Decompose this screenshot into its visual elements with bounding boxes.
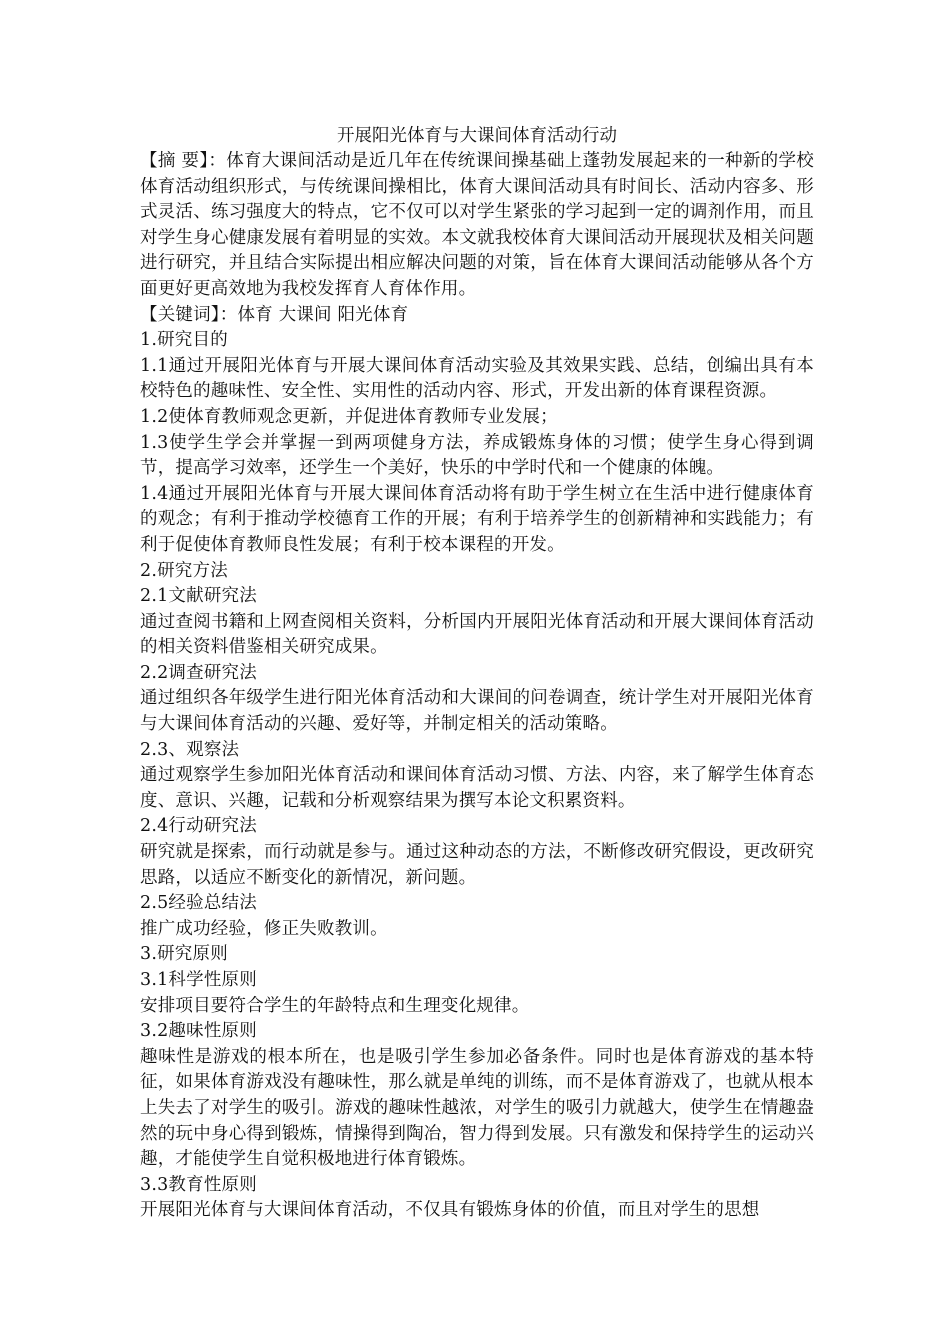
section-heading: 1.研究目的 [140, 330, 228, 351]
paragraph-list [140, 149, 814, 1224]
keywords-paragraph: 【关键词】：体育 大课间 阳光体育 [140, 304, 409, 325]
paragraph: 通过查阅书籍和上网查阅相关资料，分析国内开展阳光体育活动和开展大课间体育活动的相关资料借鉴相关研究成果。 [140, 611, 814, 658]
document-title: 开展阳光体育与大课间体育活动行动 [337, 126, 617, 146]
subsection-heading: 2.5经验总结法 [140, 893, 257, 914]
section-heading: 3.研究原则 [140, 944, 228, 965]
paragraph: 安排项目要符合学生的年龄特点和生理变化规律。 [140, 995, 530, 1016]
paragraph: 通过观察学生参加阳光体育活动和课间体育活动习惯、方法、内容，来了解学生体育态度、意识、兴趣，记载和分析观察结果为撰写本论文积累资料。 [140, 765, 814, 811]
subsection-heading: 2.4行动研究法 [140, 816, 257, 837]
subsection-heading: 2.1文献研究法 [140, 586, 257, 607]
subsection-heading: 2.3、观察法 [140, 739, 240, 760]
subsection-heading: 2.2调查研究法 [140, 662, 257, 683]
document-body [140, 124, 814, 1224]
paragraph: 通过组织各年级学生进行阳光体育活动和大课间的问卷调查，统计学生对开展阳光体育与大课间体育活动的兴趣、爱好等，并制定相关的活动策略。 [140, 688, 814, 735]
paragraph: 1.1通过开展阳光体育与开展大课间体育活动实验及其效果实践、总结，创编出具有本校特色的趣味性、安全性、实用性的活动内容、形式，开发出新的体育课程资源。 [140, 355, 814, 402]
subsection-heading: 3.3教育性原则 [140, 1174, 257, 1195]
paragraph: 趣味性是游戏的根本所在，也是吸引学生参加必备条件。同时也是体育游戏的基本特征，如果体育游戏没有趣味性，那么就是单纯的训练，而不是体育游戏了，也就从根本上失去了对学生的吸引。游戏的趣味性越浓，对学生的吸引力就越大，使学生在情趣盎然的玩中身心得到锻炼，情操得到陶冶，智力得到发展。只有激发和保持学生的运动兴趣，才能使学生自觉积极地进行体育锻炼。 [140, 1046, 814, 1170]
paragraph: 1.4通过开展阳光体育与开展大课间体育活动将有助于学生树立在生活中进行健康体育的观念；有利于推动学校德育工作的开展；有利于培养学生的创新精神和实践能力；有利于促使体育教师良性发展；有利于校本课程的开发。 [140, 483, 814, 555]
section-heading: 2.研究方法 [140, 560, 228, 581]
subsection-heading: 3.1科学性原则 [140, 970, 257, 990]
paragraph: 1.2使体育教师观念更新，并促进体育教师专业发展； [140, 406, 558, 427]
subsection-heading: 3.2趣味性原则 [140, 1021, 257, 1042]
paragraph: 推广成功经验，修正失败教训。 [140, 918, 388, 939]
paragraph: 开展阳光体育与大课间体育活动，不仅具有锻炼身体的价值，而且对学生的思想 [140, 1200, 760, 1221]
paragraph: 1.3使学生学会并掌握一到两项健身方法，养成锻炼身体的习惯；使学生身心得到调节，提高学习效率，还学生一个美好，快乐的中学时代和一个健康的体魄。 [140, 432, 814, 479]
paragraph: 研究就是探索，而行动就是参与。通过这种动态的方法，不断修改研究假设，更改研究思路，以适应不断变化的新情况，新问题。 [140, 842, 814, 888]
abstract-paragraph: 【摘 要】：体育大课间活动是近几年在传统课间操基础上蓬勃发展起来的一种新的学校体育活动组织形式，与传统课间操相比，体育大课间活动具有时间长、活动内容多、形式灵活、练习强度大的特点，它不仅可以对学生紧张的学习起到一定的调剂作用，而且对学生身心健康发展有着明显的实效。本文就我校体育大课间活动开展现状及相关问题进行研究，并且结合实际提出相应解决问题的对策，旨在体育大课间活动能够从各个方面更好更高效地为我校发挥育人育体作用。 [140, 151, 814, 299]
